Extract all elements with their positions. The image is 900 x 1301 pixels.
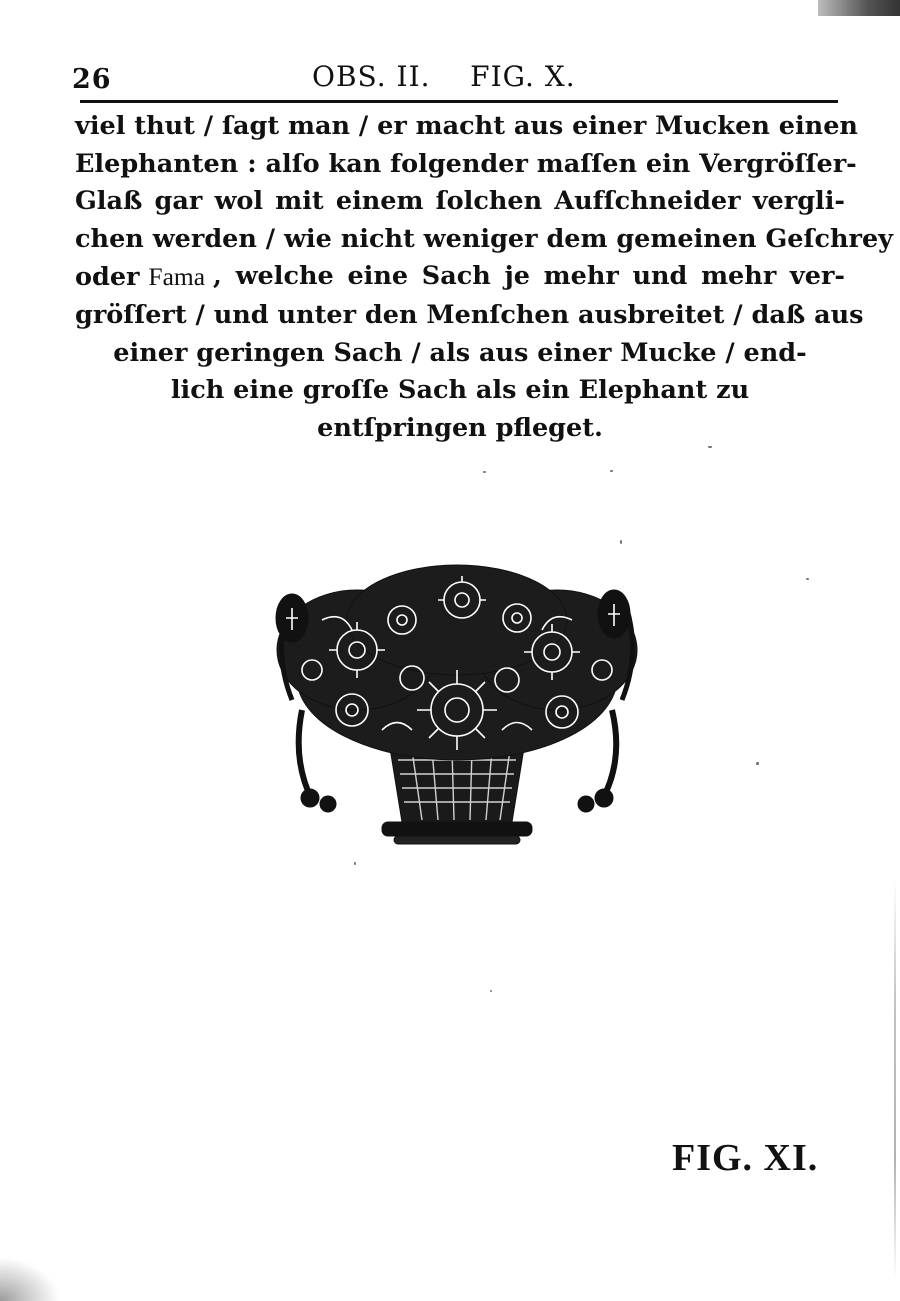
text-line: Glaß gar wol mit einem ſolchen Aufſchneider vergli- <box>75 186 845 217</box>
text-line: einer geringen Sach / als aus einer Mucke / end- <box>113 337 807 368</box>
running-head: OBS. II. FIG. X. <box>312 60 576 93</box>
figure-label: FIG. XI. <box>672 1137 819 1179</box>
latin-word: Fama <box>148 262 206 292</box>
page-number: 26 <box>72 64 112 95</box>
text-line: Elephanten : alſo kan folgender maſſen ein Vergröſſer- <box>75 148 857 179</box>
scan-speck <box>483 471 486 473</box>
scan-speck <box>610 470 613 472</box>
scan-speck <box>806 578 809 580</box>
scan-edge-smudge <box>0 1257 60 1301</box>
text-fragment: , welche eine Sach je mehr und mehr ver- <box>213 261 845 292</box>
text-line: chen werden / wie nicht weniger dem gemeinen Geſchrey <box>75 223 893 254</box>
body-text <box>75 108 893 447</box>
text-line: viel thut / ſagt man / er macht aus einer Mucken einen <box>75 111 858 141</box>
text-word: oder <box>75 262 140 293</box>
text-line: gröſſert / und unter den Menſchen ausbreitet / daß aus <box>75 299 864 330</box>
text-line: entſpringen pfleget. <box>317 412 603 443</box>
scan-speck <box>354 862 356 865</box>
text-line: lich eine groſſe Sach als ein Elephant zu <box>170 375 750 406</box>
scan-right-edge <box>894 880 896 1280</box>
scan-speck <box>708 446 712 448</box>
scan-speck <box>490 990 492 992</box>
scan-corner-shadow <box>818 0 900 16</box>
scan-speck <box>620 540 622 544</box>
text-line-mixed <box>75 258 845 297</box>
flower-basket-ornament <box>262 560 652 850</box>
header-rule <box>80 100 838 103</box>
scan-speck <box>756 762 759 765</box>
